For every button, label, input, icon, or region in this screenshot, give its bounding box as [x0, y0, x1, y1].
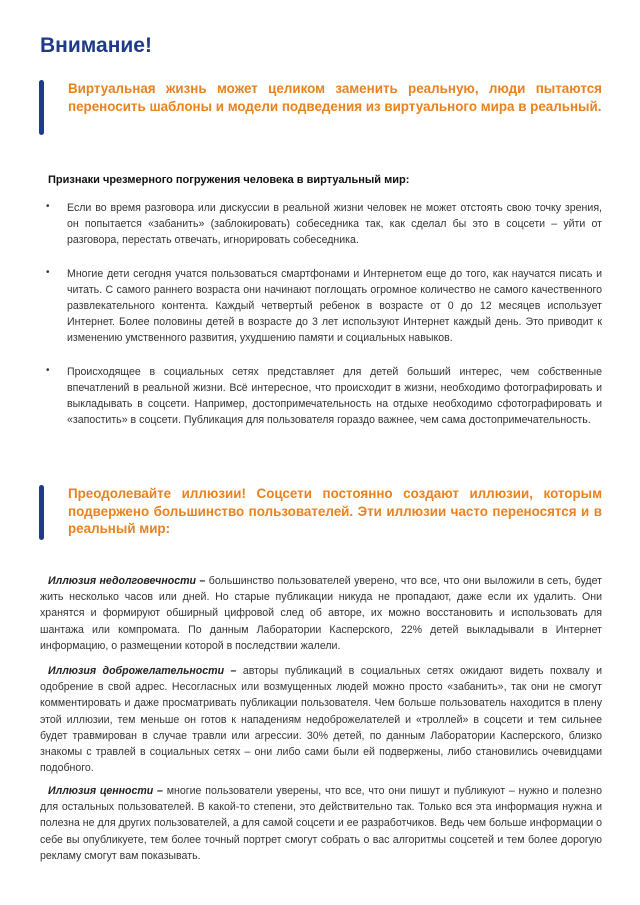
- callout-warning-text: Виртуальная жизнь может целиком заменить реальную, люди пытаются переносить шаблоны и модели подведения из виртуального мира в реальный.: [68, 81, 602, 114]
- illusion-term: Иллюзия доброжелательности –: [48, 665, 237, 677]
- bullet-icon: •: [46, 201, 50, 212]
- callout-illusions-text: [68, 485, 602, 538]
- bullet-icon: •: [46, 365, 50, 376]
- list-item: [0, 266, 640, 346]
- illusion-text: многие пользователи уверены, что все, что они пишут и публикуют – нужно и полезно для остальных пользователей. В какой-то степени, это действительно так. Только вся эта информация нужна и полезна не для других пользователей, а для самой соцсети и ее разработчиков. Ведь чем больше информации о себе вы опубликуете, тем более точный портрет смогут собрать о вас алгоритмы соцсетей и тем более дорогую рекламу смогут вам показывать.: [40, 785, 602, 862]
- callout-illusions-lead: Преодолевайте иллюзии!: [68, 486, 246, 501]
- signs-list: [0, 200, 640, 428]
- illusion-text: авторы публикаций в социальных сетях ожидают видеть похвалу и одобрение в свой адрес. Несогласных или возмущенных людей можно просто «забанить», так они не смогут комментировать и даже просматривать публикации пользователя. Чем больше пользователь находится в плену этой иллюзии, тем меньше он готов к нападениям недоброжелателей и «троллей» в соцсети и тем сильнее будет травмирован в случае травли или агрессии. 30% детей, по данным Лаборатории Касперского, близко знакомы с травлей в социальных сетях – они либо сами были ей подвержены, либо становились очевидцами подобного.: [40, 665, 602, 775]
- signs-heading: Признаки чрезмерного погружения человека в виртуальный мир:: [48, 174, 410, 186]
- illusion-term: Иллюзия ценности –: [48, 785, 163, 797]
- callout-accent-bar: [39, 485, 44, 540]
- bullet-icon: •: [46, 267, 50, 278]
- callout-warning: [39, 80, 602, 115]
- callout-illusions-body: Соцсети постоянно создают иллюзии, которым подвержено большинство пользователей. Эти иллюзии часто переносятся и в реальный мир:: [68, 486, 602, 536]
- page-title: Внимание!: [40, 34, 152, 57]
- illusion-paragraph: [40, 573, 602, 654]
- callout-illusions: [39, 485, 602, 538]
- illusion-term: Иллюзия недолговечности –: [48, 575, 206, 587]
- illusion-text: большинство пользователей уверено, что все, что они выложили в сеть, будет жить несколько часов или дней. Но старые публикации никуда не пропадают, даже если их удалить. Они хранятся и формируют обширный цифровой след об авторе, их можно восстановить и использовать для шантажа или компромата. По данным Лаборатории Касперского, 22% детей выкладывали в Интернет информацию, о размещении которой в последствии жалели.: [40, 575, 602, 652]
- illusion-paragraph: [40, 663, 602, 776]
- list-item: [0, 200, 640, 248]
- list-item-text: Если во время разговора или дискуссии в реальной жизни человек не может отстоять свою точку зрения, он попытается «забанить» (заблокировать) собеседника так, как сделал бы это в соцсети – уйти от разговора, перестать отвечать, игнорировать собеседника.: [67, 202, 602, 246]
- list-item: [0, 364, 640, 428]
- list-item-text: Многие дети сегодня учатся пользоваться смартфонами и Интернетом еще до того, как научатся писать и читать. С самого раннего возраста они начинают поглощать огромное количество не самого качественного развлекательного контента. Каждый четвертый ребенок в возрасте от 0 до 12 месяцев использует Интернет. Более половины детей в возрасте до 3 лет используют Интернет каждый день. Это приводит к изменению умственного развития, ухудшению памяти и социальных навыков.: [67, 268, 602, 344]
- callout-accent-bar: [39, 80, 44, 135]
- list-item-text: Происходящее в социальных сетях представляет для детей больший интерес, чем собственные впечатлений в реальной жизни. Всё интересное, что происходит в жизни, необходимо фотографировать и выкладывать в соцсети. Например, достопримечательность на отдыхе необходимо сфотографировать и «запостить» в соцсети. Публикация для пользователя гораздо важнее, чем сама достопримечательность.: [67, 366, 602, 426]
- illusion-paragraph: [40, 783, 602, 864]
